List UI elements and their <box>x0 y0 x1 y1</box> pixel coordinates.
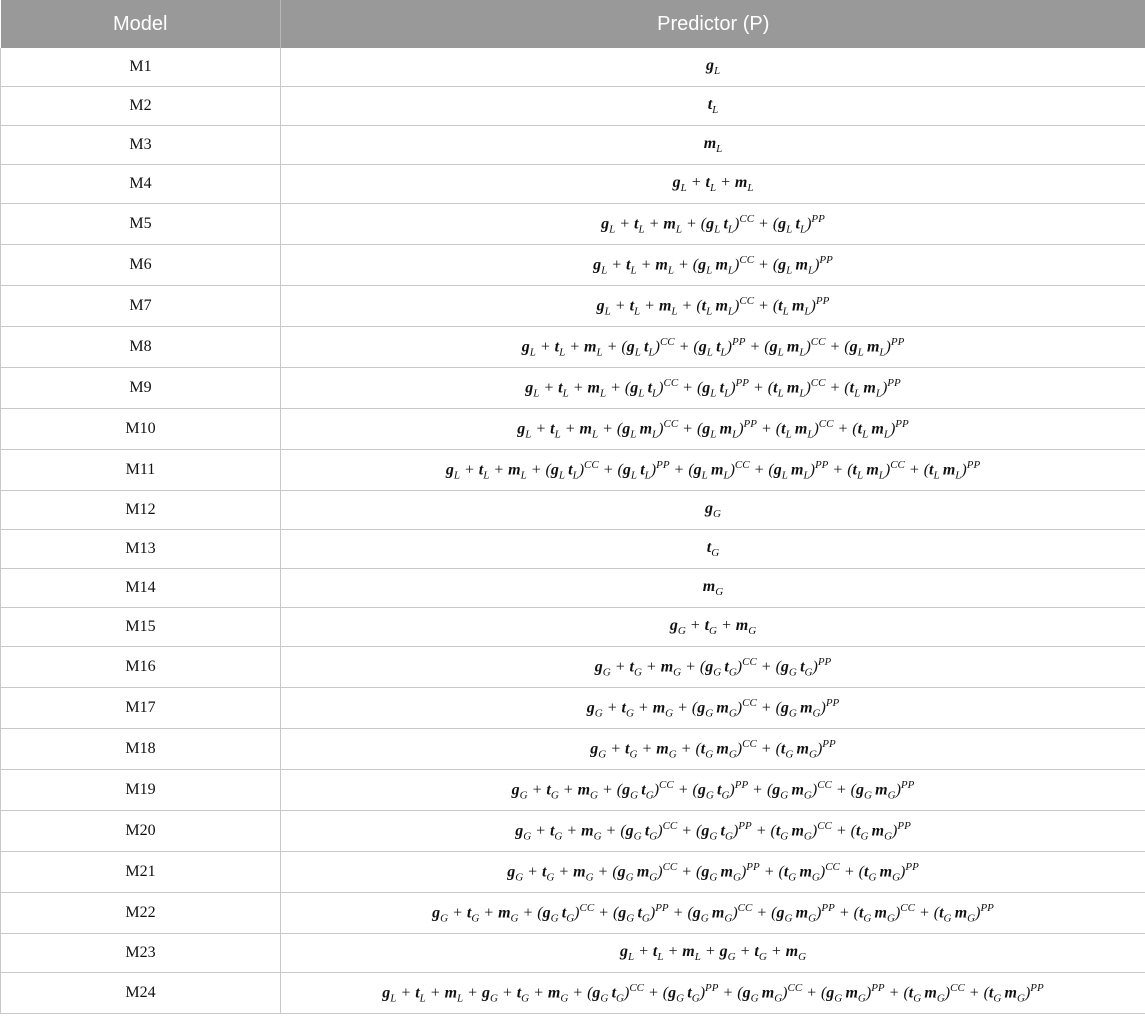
model-cell: M8 <box>1 327 281 368</box>
predictor-cell: $g_L + t_L + m_L + g_G + t_G + m_G$ <box>281 934 1145 973</box>
table-row <box>1 569 1145 608</box>
table-row <box>1 245 1145 286</box>
model-cell: M14 <box>1 569 281 608</box>
model-cell: M10 <box>1 409 281 450</box>
predictor-cell: $g_G + t_G + m_G + (g_G$ $t_G)^{CC} + (g_G$ $t_G)^{PP}$ <box>281 647 1145 688</box>
predictor-cell: $g_G + t_G + m_G$ <box>281 608 1145 647</box>
model-cell: M19 <box>1 770 281 811</box>
predictor-cell: $g_L + t_L + m_L + (g_L$ $m_L)^{CC} + (g_L$ $m_L)^{PP}$ <box>281 245 1145 286</box>
table-row <box>1 852 1145 893</box>
predictor-cell: $g_G + t_G + m_G + (g_G$ $m_G)^{CC} + (g_G$ $m_G)^{PP}$ <box>281 688 1145 729</box>
predictor-cell: $g_G + t_G + m_G + (g_G$ $m_G)^{CC} + (g_G$ $m_G)^{PP} + (t_G$ $m_G)^{CC} + (t_G$ $m_G)^{PP}$ <box>281 852 1145 893</box>
table-row <box>1 530 1145 569</box>
model-cell: M6 <box>1 245 281 286</box>
predictor-cell: $g_L + t_L + m_L + (t_L$ $m_L)^{CC} + (t_L$ $m_L)^{PP}$ <box>281 286 1145 327</box>
table-row <box>1 286 1145 327</box>
model-cell: M16 <box>1 647 281 688</box>
model-cell: M1 <box>1 48 281 87</box>
predictor-cell: $g_G + t_G + m_G + (g_G$ $t_G)^{CC} + (g_G$ $t_G)^{PP} + (t_G$ $m_G)^{CC} + (t_G$ $m_G)^{PP}$ <box>281 811 1145 852</box>
table-row <box>1 165 1145 204</box>
table-row <box>1 327 1145 368</box>
table-row <box>1 87 1145 126</box>
header-row <box>1 0 1145 48</box>
table-row <box>1 893 1145 934</box>
model-cell: M9 <box>1 368 281 409</box>
predictor-cell: $g_L + t_L + m_L + (g_L$ $t_L)^{CC} + (g_L$ $t_L)^{PP} + (g_L$ $m_L)^{CC} + (g_L$ $m_L)^{PP}$ <box>281 327 1145 368</box>
table-row <box>1 368 1145 409</box>
table-row <box>1 204 1145 245</box>
predictor-cell: $t_G$ <box>281 530 1145 569</box>
model-cell: M2 <box>1 87 281 126</box>
table-row <box>1 934 1145 973</box>
header-predictor: Predictor (P) <box>281 0 1145 48</box>
table-row <box>1 811 1145 852</box>
table-row <box>1 48 1145 87</box>
model-cell: M13 <box>1 530 281 569</box>
table-row <box>1 126 1145 165</box>
table-row <box>1 608 1145 647</box>
table-body <box>1 48 1145 1014</box>
model-cell: M22 <box>1 893 281 934</box>
predictor-cell: $m_L$ <box>281 126 1145 165</box>
header-model: Model <box>1 0 281 48</box>
predictor-cell: $g_L + t_L + m_L + g_G + t_G + m_G + (g_G$ $t_G)^{CC} + (g_G$ $t_G)^{PP} + (g_G$ $m_G)^{CC} + (g_G$ $m_G)^{PP} + (t_G$ $m_G)^{CC} + (t_G$ $m_G)^{PP}$ <box>281 973 1145 1014</box>
predictor-cell: $m_G$ <box>281 569 1145 608</box>
predictor-cell: $g_L + t_L + m_L + (g_L$ $m_L)^{CC} + (g_L$ $m_L)^{PP} + (t_L$ $m_L)^{CC} + (t_L$ $m_L)^{PP}$ <box>281 409 1145 450</box>
predictor-cell: $g_G + t_G + m_G + (g_G$ $t_G)^{CC} + (g_G$ $t_G)^{PP} + (g_G$ $m_G)^{CC} + (g_G$ $m_G)^{PP}$ <box>281 770 1145 811</box>
predictor-cell: $t_L$ <box>281 87 1145 126</box>
model-cell: M18 <box>1 729 281 770</box>
table-row <box>1 770 1145 811</box>
model-cell: M12 <box>1 491 281 530</box>
model-cell: M3 <box>1 126 281 165</box>
predictor-cell: $g_L + t_L + m_L$ <box>281 165 1145 204</box>
table-row <box>1 647 1145 688</box>
predictor-cell: $g_G + t_G + m_G + (g_G$ $t_G)^{CC} + (g_G$ $t_G)^{PP} + (g_G$ $m_G)^{CC} + (g_G$ $m_G)^{PP} + (t_G$ $m_G)^{CC} + (t_G$ $m_G)^{PP}$ <box>281 893 1145 934</box>
model-cell: M20 <box>1 811 281 852</box>
predictor-cell: $g_L$ <box>281 48 1145 87</box>
table-row <box>1 729 1145 770</box>
predictor-cell: $g_G + t_G + m_G + (t_G$ $m_G)^{CC} + (t_G$ $m_G)^{PP}$ <box>281 729 1145 770</box>
predictor-cell: $g_G$ <box>281 491 1145 530</box>
table-row <box>1 450 1145 491</box>
predictor-cell: $g_L + t_L + m_L + (g_L$ $t_L)^{CC} + (g_L$ $t_L)^{PP}$ <box>281 204 1145 245</box>
model-cell: M11 <box>1 450 281 491</box>
table-row <box>1 688 1145 729</box>
model-cell: M23 <box>1 934 281 973</box>
table-row <box>1 973 1145 1014</box>
predictor-cell: $g_L + t_L + m_L + (g_L$ $t_L)^{CC} + (g_L$ $t_L)^{PP} + (t_L$ $m_L)^{CC} + (t_L$ $m_L)^{PP}$ <box>281 368 1145 409</box>
table-row <box>1 409 1145 450</box>
model-cell: M21 <box>1 852 281 893</box>
model-cell: M17 <box>1 688 281 729</box>
model-cell: M4 <box>1 165 281 204</box>
model-cell: M5 <box>1 204 281 245</box>
predictor-cell: $g_L + t_L + m_L + (g_L$ $t_L)^{CC} + (g_L$ $t_L)^{PP} + (g_L$ $m_L)^{CC} + (g_L$ $m_L)^{PP} + (t_L$ $m_L)^{CC} + (t_L$ $m_L)^{PP}$ <box>281 450 1145 491</box>
table-row <box>1 491 1145 530</box>
model-cell: M15 <box>1 608 281 647</box>
model-cell: M7 <box>1 286 281 327</box>
model-cell: M24 <box>1 973 281 1014</box>
